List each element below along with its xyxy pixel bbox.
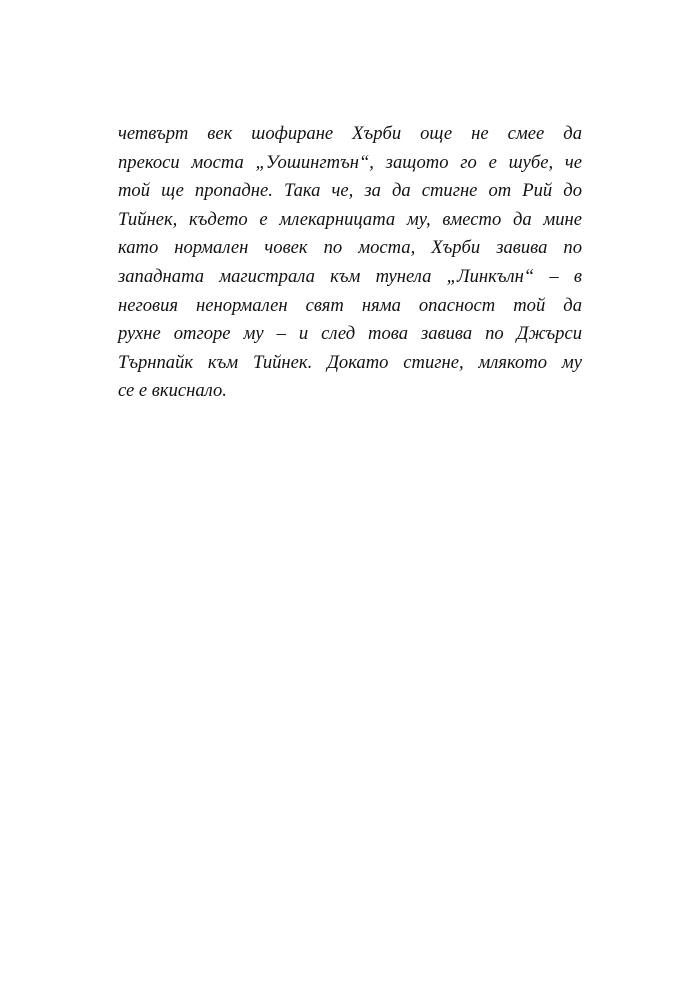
paragraph-line: западната магистрала към тунела „Линкълн“ – в: [118, 265, 582, 287]
paragraph-line: той ще пропадне. Така че, за да стигне от Рий до: [118, 180, 582, 202]
paragraph-line: четвърт век шофиране Хърби още не смее да: [118, 123, 582, 144]
paragraph-line: неговия ненормален свят няма опасност той да: [118, 294, 582, 316]
paragraph-line: като нормален човек по моста, Хърби завива по: [118, 237, 582, 259]
paragraph-line: прекоси моста „Уошингтън“, защото го е шубе, че: [118, 151, 582, 173]
body-paragraph: [118, 120, 582, 406]
paragraph-line: Търнпайк към Тийнек. Докато стигне, млякото му: [118, 351, 582, 373]
paragraph-line: рухне отгоре му – и след това завива по Джърси: [118, 323, 582, 345]
paragraph-line: се е вкиснало.: [118, 380, 227, 402]
paragraph-line: Тийнек, където е млекарницата му, вместо да мине: [118, 208, 582, 230]
